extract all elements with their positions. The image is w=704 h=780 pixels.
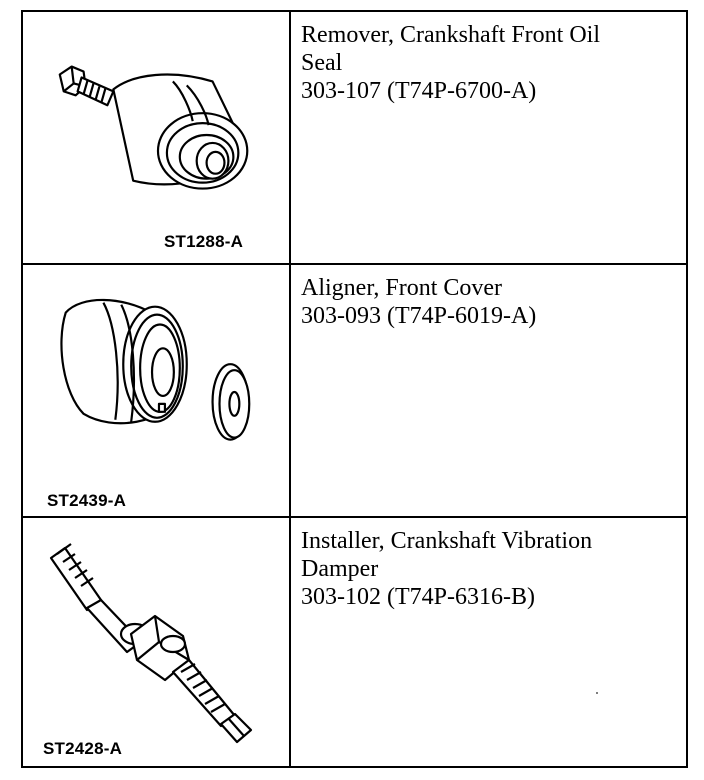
tool-part-number: 303-093 (T74P-6019-A) (301, 303, 537, 329)
vibration-damper-installer-icon (23, 518, 289, 766)
tool-name-line1: Aligner, Front Cover (301, 275, 503, 301)
tool-illustration-cell (23, 265, 291, 516)
tool-name-line2: Seal (301, 50, 343, 76)
tool-illustration-cell (23, 12, 291, 263)
tool-name-line2: Damper (301, 556, 379, 582)
tool-description (301, 527, 646, 611)
scan-speck (596, 692, 598, 694)
tool-description (301, 274, 646, 330)
tool-illustration-cell (23, 518, 291, 766)
tool-row-vibration-damper-installer (23, 518, 686, 766)
figure-code: ST1288-A (164, 232, 244, 251)
tool-row-oil-seal-remover (23, 12, 686, 265)
tool-description (301, 21, 646, 105)
tool-part-number: 303-107 (T74P-6700-A) (301, 78, 537, 104)
tool-description-cell (291, 12, 686, 263)
tool-name-line1: Remover, Crankshaft Front Oil (301, 22, 600, 48)
tool-part-number: 303-102 (T74P-6316-B) (301, 584, 535, 610)
tool-description-cell (291, 518, 686, 766)
figure-code: ST2439-A (47, 491, 127, 510)
tool-description-cell (291, 265, 686, 516)
special-tools-table (21, 10, 688, 768)
figure-code: ST2428-A (43, 739, 123, 758)
front-cover-aligner-icon (23, 265, 289, 516)
tool-row-front-cover-aligner (23, 265, 686, 518)
crankshaft-front-oil-seal-remover-icon (23, 12, 289, 263)
tool-name-line1: Installer, Crankshaft Vibration (301, 528, 593, 554)
